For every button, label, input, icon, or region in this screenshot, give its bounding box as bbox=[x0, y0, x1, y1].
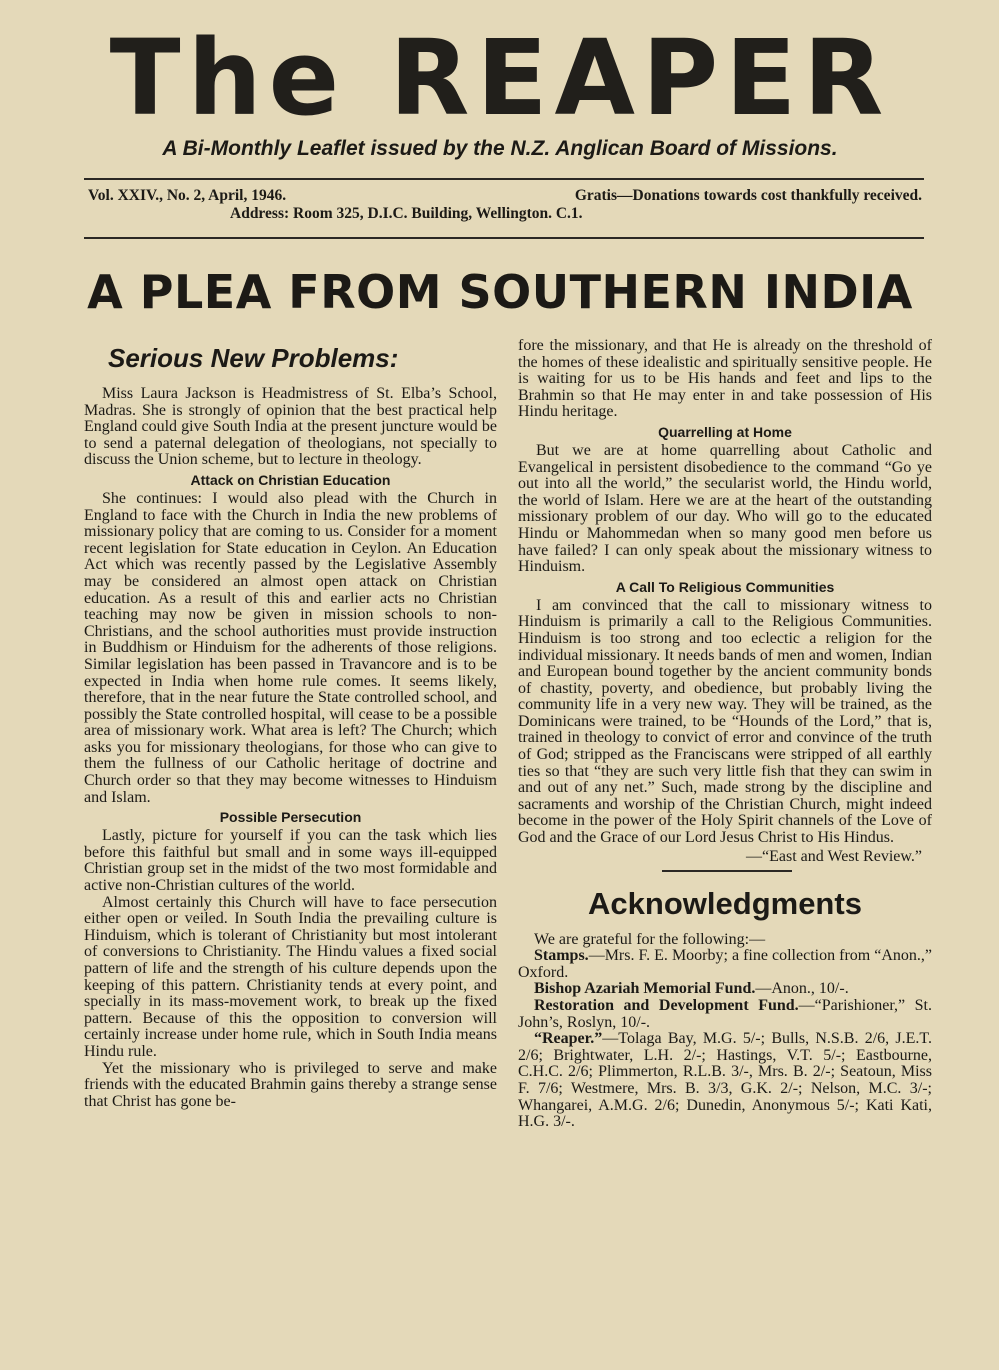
paragraph-2: Lastly, picture for yourself if you can the task which lies before this faithful but small and in some ways ill-equipped Christian group set in the midst of the two most formidable and active non-Christian cultures of the world. bbox=[84, 827, 497, 895]
acknowledgments-divider bbox=[662, 870, 792, 872]
right-column bbox=[518, 338, 932, 1131]
paragraph-4: Yet the missionary who is privileged to serve and make friends with the educated Brahmin gains thereby a strange sense that Christ has gone be- bbox=[84, 1059, 497, 1110]
paragraph-3: Almost certainly this Church will have to face persecution either open or veiled. In South India the prevailing culture is Hinduism, which is tolerant of Christianity but most intolerant of conversions to Christianity. The Hindu values a fixed social pattern of life and the strength of his culture depends upon the keeping of this pattern. Christianity tends at every point, and specially in its mass-movement work, to break up the fixed pattern. Because of this the opposition to conversion will certainly increase under home rule, which in South India means Hindu rule. bbox=[84, 893, 497, 1060]
masthead-rule-bottom bbox=[84, 237, 924, 239]
paragraph-4-continued: fore the missionary, and that He is already on the threshold of the homes of these idealistic and spiritually sensitive people. He is waiting for us to be His hands and feet and lips to the Brahmin so that He may enter in and take possession of His Hindu heritage. bbox=[518, 337, 932, 421]
acknowledgments-intro: We are grateful for the following:— bbox=[534, 930, 766, 948]
masthead-title: The REAPER bbox=[109, 17, 891, 139]
ack-item-text: —Tolaga Bay, M.G. 5/-; Bulls, N.S.B. 2/6, J.E.T. 2/6; Brightwater, L.H. 2/-; Hastings, V.T. 5/-; Eastbourne, C.H.C. 2/6; Plimmerton, R.L.B. 3/-, Mrs. B. 2/-; Seatoun, Miss F. 7/6; Westmere, Mrs. B. 3/3, G.K. 2/-; Nelson, M.C. 3/-; Whangarei, A.M.G. 2/6; Dunedin, Anonymous 5/-; Kati Kati, H.G. 3/-. bbox=[518, 1030, 932, 1131]
subhead-quarrelling-at-home: Quarrelling at Home bbox=[658, 423, 792, 440]
section-title: Serious New Problems: bbox=[108, 343, 399, 373]
ack-item-stamps bbox=[518, 948, 932, 981]
issue-volume: Vol. XXIV., No. 2, April, 1946. bbox=[88, 187, 287, 204]
ack-item-label: “Reaper.” bbox=[534, 1030, 603, 1048]
subhead-call-to-religious-communities: A Call To Religious Communities bbox=[615, 578, 835, 595]
paragraph-6: I am convinced that the call to missionary witness to Hinduism is primarily a call to the Religious Communities. Hinduism is too strong and too eclectic a religion for the individual missionary. It needs bands of men and women, Indian and European bound together by the ancient community bonds of chastity, poverty, and obedience, but probably living the community life in a very new way. They will be trained, as the Dominicans were trained, to be “Hounds of the Lord,” that is, trained in theology to convict of error and convince of the truth of God; stripped as the Franciscans were stripped of all earthly ties so that “they are such very little fish that they can swim in and out of any net.” Such, made strong by the discipline and sacraments and worship of the Christian Church, might indeed become in the power of the Holy Spirit channels of the Love of God and the Grace of our Lord Jesus Christ to His Hindus. bbox=[518, 596, 932, 847]
paragraph-5: But we are at home quarrelling about Catholic and Evangelical in persistent disobedience to the command “Go ye out into all the world,” the secularist world, the Hindu world, the world of Islam. Here we are at the heart of the outstanding missionary problem of our day. Who will go to the educated Hindu or Mahommedan when so many good men before us have failed? I can only speak about the missionary witness to Hinduism. bbox=[518, 441, 932, 576]
masthead-subtitle: A Bi-Monthly Leaflet issued by the N.Z. Anglican Board of Missions. bbox=[162, 137, 838, 160]
ack-item-label: Stamps. bbox=[534, 947, 589, 965]
article-attribution: —“East and West Review.” bbox=[746, 847, 922, 865]
ack-item-text: —Anon., 10/-. bbox=[755, 980, 849, 998]
paragraph-1: She continues: I would also plead with the Church in England to face with the Church in India the new problems of missionary policy that are coming to us. Consider for a moment recent legislation for State education in Ceylon. An Education Act which was recently passed by the Legislative Assembly may be considered an almost open attack on Christian education. As a result of this and earlier acts no Christian teaching may now be given in mission schools to non-Christians, and the school authorities must provide instruction in Buddhism or Hinduism for the adherents of those religions. Similar legislation has been passed in Travancore and is to be expected in India when home rule comes. It seems likely, therefore, that in the near future the State controlled school, and possibly the State controlled hospital, will cease to be a possible area of missionary work. What area is left? The Church; which asks you for missionary theologians, for those who can give to them the fullness of our Catholic heritage of doctrine and Church order so that they may become witnesses to Hinduism and Islam. bbox=[84, 489, 497, 806]
masthead-rule-top bbox=[84, 178, 924, 180]
article-headline: A PLEA FROM SOUTHERN INDIA bbox=[87, 265, 913, 319]
ack-item-text: —Mrs. F. E. Moorby; a fine collection from “Anon.,” Oxford. bbox=[518, 947, 932, 981]
subhead-attack-on-christian-education: Attack on Christian Education bbox=[190, 471, 391, 488]
ack-item-restoration-fund bbox=[518, 998, 932, 1031]
ack-item-label: Bishop Azariah Memorial Fund. bbox=[534, 980, 756, 998]
left-column bbox=[84, 338, 497, 1110]
intro-paragraph: Miss Laura Jackson is Headmistress of St. Elba’s School, Madras. She is strongly of opinion that the best practical help England could give South India at the present juncture would be to send a paternal delegation of theologians, not specially to discuss the Union scheme, but to lecture in theology. bbox=[84, 385, 497, 469]
issue-gratis: Gratis—Donations towards cost thankfully received. bbox=[574, 187, 922, 204]
acknowledgments-title: Acknowledgments bbox=[588, 885, 862, 921]
ack-item-reaper bbox=[518, 1031, 932, 1131]
ack-item-azariah-fund bbox=[518, 981, 932, 998]
issue-address: Address: Room 325, D.I.C. Building, Wellington. C.1. bbox=[230, 205, 583, 222]
ack-item-text: —“Parishioner,” St. John’s, Roslyn, 10/-. bbox=[518, 997, 933, 1031]
subhead-possible-persecution: Possible Persecution bbox=[219, 809, 362, 826]
ack-item-label: Restoration and Development Fund. bbox=[534, 997, 799, 1014]
